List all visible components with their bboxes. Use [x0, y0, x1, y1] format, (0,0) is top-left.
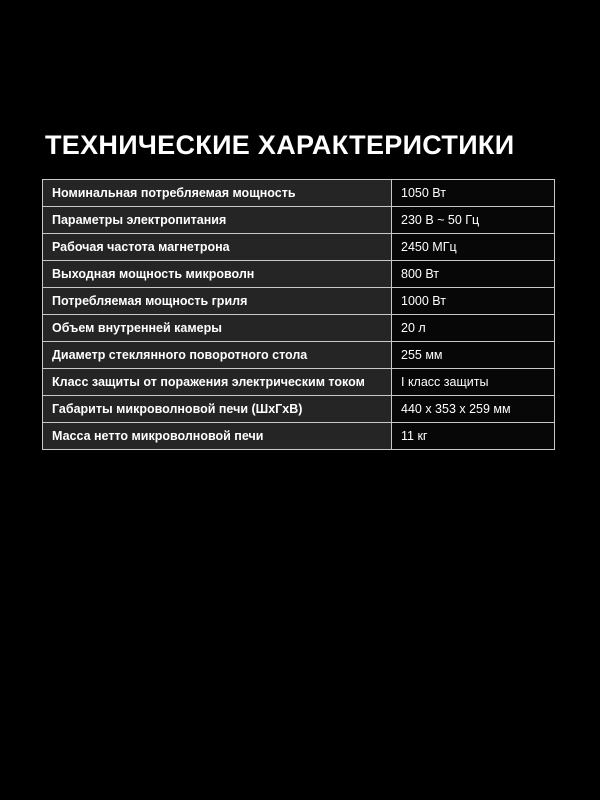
- spec-label: Номинальная потребляемая мощность: [43, 180, 392, 207]
- spec-label: Потребляемая мощность гриля: [43, 288, 392, 315]
- table-row: [43, 315, 555, 342]
- spec-label: Параметры электропитания: [43, 207, 392, 234]
- spec-value: I класс защиты: [392, 369, 555, 396]
- page-title: ТЕХНИЧЕСКИЕ ХАРАКТЕРИСТИКИ: [45, 130, 515, 161]
- table-row: [43, 288, 555, 315]
- spec-label: Объем внутренней камеры: [43, 315, 392, 342]
- spec-value: 2450 МГц: [392, 234, 555, 261]
- spec-value: 1000 Вт: [392, 288, 555, 315]
- table-row: [43, 396, 555, 423]
- spec-value: 11 кг: [392, 423, 555, 450]
- table-row: [43, 369, 555, 396]
- specs-table-body: [43, 180, 555, 450]
- spec-label: Масса нетто микроволновой печи: [43, 423, 392, 450]
- spec-value: 20 л: [392, 315, 555, 342]
- spec-value: 255 мм: [392, 342, 555, 369]
- spec-label: Габариты микроволновой печи (ШхГхВ): [43, 396, 392, 423]
- spec-value: 230 В ~ 50 Гц: [392, 207, 555, 234]
- spec-value: 1050 Вт: [392, 180, 555, 207]
- spec-value: 440 x 353 x 259 мм: [392, 396, 555, 423]
- table-row: [43, 207, 555, 234]
- table-row: [43, 180, 555, 207]
- spec-label: Выходная мощность микроволн: [43, 261, 392, 288]
- specs-table: [42, 179, 555, 450]
- table-row: [43, 261, 555, 288]
- spec-value: 800 Вт: [392, 261, 555, 288]
- spec-label: Класс защиты от поражения электрическим током: [43, 369, 392, 396]
- spec-label: Рабочая частота магнетрона: [43, 234, 392, 261]
- table-row: [43, 423, 555, 450]
- table-row: [43, 342, 555, 369]
- spec-label: Диаметр стеклянного поворотного стола: [43, 342, 392, 369]
- table-row: [43, 234, 555, 261]
